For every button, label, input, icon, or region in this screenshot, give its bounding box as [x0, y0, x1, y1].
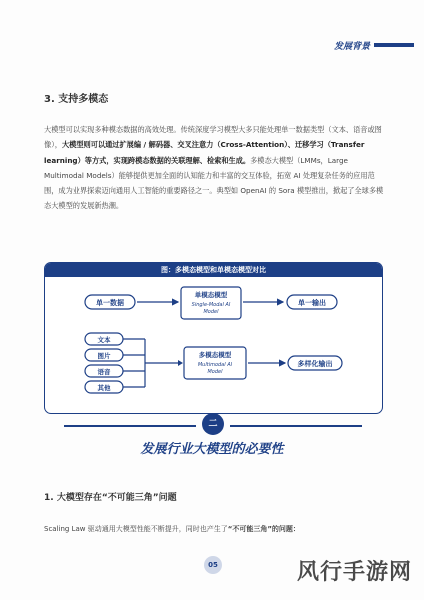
paragraph-bold-text: 大模型则可以通过扩展编 / 解码器、交叉注意力（Cross-Attention）、迁移学习（Transfer learning）等方式，实现跨模态数据的关联理解、检索和生成。: [44, 140, 365, 165]
input-image-label: 图片: [97, 352, 111, 360]
section-title-impossible-triangle: 1. 大模型存在“不可能三角”问题: [44, 493, 177, 503]
paragraph-2-bold: “不可能三角”的问题：: [227, 525, 300, 533]
figure-title: 图：多模态模型和单模态模型对比: [45, 263, 382, 277]
chapter-title: 发展行业大模型的必要性: [140, 442, 284, 457]
input-text-label: 文本: [97, 336, 111, 344]
single-output-label: 单一输出: [298, 299, 326, 307]
single-input-label: 单一数据: [96, 299, 124, 307]
input-other-label: 其他: [97, 384, 111, 392]
input-speech-label: 语音: [97, 368, 111, 376]
multi-model-en2: Model: [207, 369, 223, 375]
paragraph-text: 大模型可以实现多种模态数据的高效处理。传统深度学习模型大多只能处理单一数据类型（文本、语音或图像），: [44, 125, 382, 150]
section-title-multimodal: 3. 支持多模态: [44, 94, 109, 105]
divider-line-left: [64, 425, 196, 427]
page-number: 05: [204, 556, 222, 574]
chapter-badge: 二: [202, 413, 224, 435]
arrow-3-head: [178, 360, 183, 366]
divider-line-right: [230, 425, 362, 427]
header-bar: [374, 43, 414, 47]
watermark: 风行手游网: [296, 560, 412, 585]
multi-model-cn: 多模态模型: [198, 351, 232, 359]
single-model-en1: Single-Modal AI: [191, 302, 231, 308]
page-header: [334, 38, 414, 52]
inputs-connector: [123, 339, 178, 387]
header-title: 发展背景: [333, 41, 370, 52]
section-paragraph-2: [44, 524, 386, 534]
multi-model-en1: Multimodal AI: [197, 362, 233, 368]
single-model-en2: Model: [203, 309, 219, 315]
paragraph-2-text: Scaling Law 驱动通用大模型性能不断提升，同时也产生了: [44, 525, 228, 533]
multi-output-label: 多样化输出: [297, 360, 333, 368]
figure-diagram: [45, 277, 382, 413]
single-model-cn: 单模态模型: [194, 291, 228, 299]
section-paragraph: [44, 122, 386, 214]
comparison-figure: [44, 262, 383, 414]
paragraph-text-2: 多模态大模型（LMMs，Large Multimodal Models）能够提供更加全面的认知能力和丰富的交互体验，拓宽 AI 处理复杂任务的应用范围，成为业界探索迈向通用人工智能的重要路径之一。典型如 OpenAI 的 Sora 模型推出，掀起了全球多模态大模型的发展新热潮。: [44, 155, 384, 211]
